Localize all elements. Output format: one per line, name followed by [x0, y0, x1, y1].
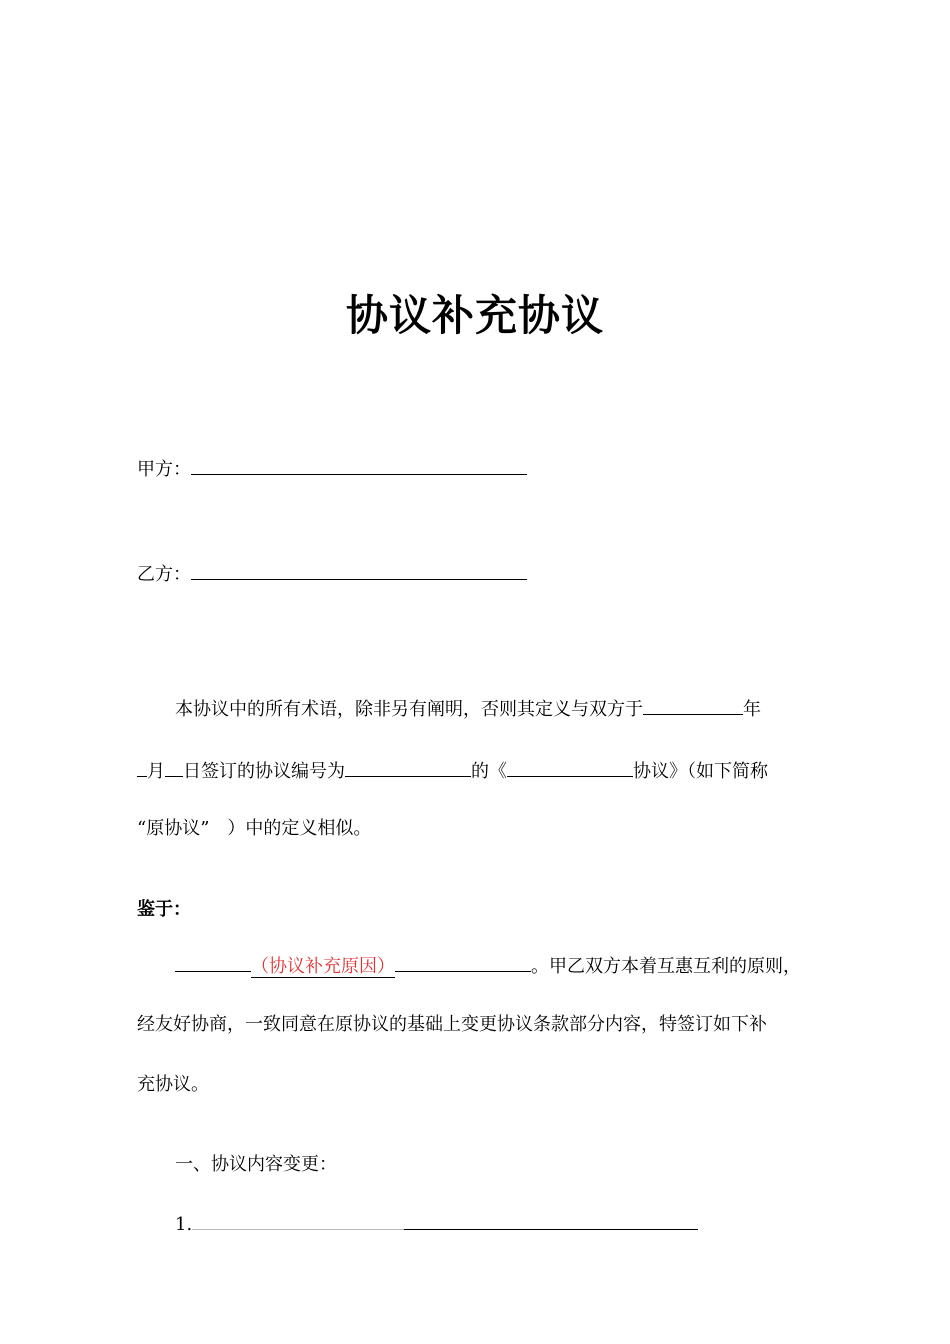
month-blank[interactable] [137, 756, 147, 777]
para2-line2: 经友好协商，一致同意在原协议的基础上变更协议条款部分内容，特签订如下补 [137, 1014, 767, 1035]
party-a-label: 甲方： [137, 459, 191, 480]
day-blank[interactable] [165, 756, 183, 777]
party-b-blank[interactable] [191, 559, 527, 580]
reason-placeholder: （协议补充原因） [251, 956, 395, 977]
party-b-line [137, 559, 527, 589]
document-title: 协议补充协议 [345, 291, 604, 340]
section1-heading: 一、协议内容变更： [175, 1154, 337, 1175]
para2-line3: 充协议。 [137, 1074, 209, 1095]
item1-line [175, 1209, 698, 1239]
para2-line1-tail: 。甲乙双方本着互惠互利的原则， [531, 956, 801, 977]
year-label: 年 [743, 699, 761, 720]
agreement-name-blank[interactable] [507, 756, 633, 777]
agreement-number-blank[interactable] [345, 756, 471, 777]
item1-blank-light[interactable] [192, 1209, 404, 1230]
month-label: 月 [147, 761, 165, 782]
party-b-label: 乙方： [137, 564, 191, 585]
year-blank[interactable] [643, 694, 743, 715]
agreement-text: 协议》（如下简称 [633, 761, 768, 782]
reason-blank-right[interactable] [395, 951, 531, 972]
item1-number: 1. [175, 1214, 193, 1235]
item1-blank[interactable] [404, 1209, 698, 1230]
whereas-heading: 鉴于： [137, 899, 191, 920]
para1-line3: “原协议” ）中的定义相似。 [137, 818, 372, 839]
para2-line1 [175, 951, 801, 981]
of-text: 的《 [471, 761, 507, 782]
signed-text: 日签订的协议编号为 [183, 761, 345, 782]
party-a-blank[interactable] [191, 454, 527, 475]
para1-line1 [175, 694, 761, 724]
para1-line1-text: 本协议中的所有术语，除非另有阐明，否则其定义与双方于 [175, 699, 643, 720]
para1-line2 [137, 756, 768, 786]
party-a-line [137, 454, 527, 484]
reason-blank-left[interactable] [175, 951, 251, 972]
